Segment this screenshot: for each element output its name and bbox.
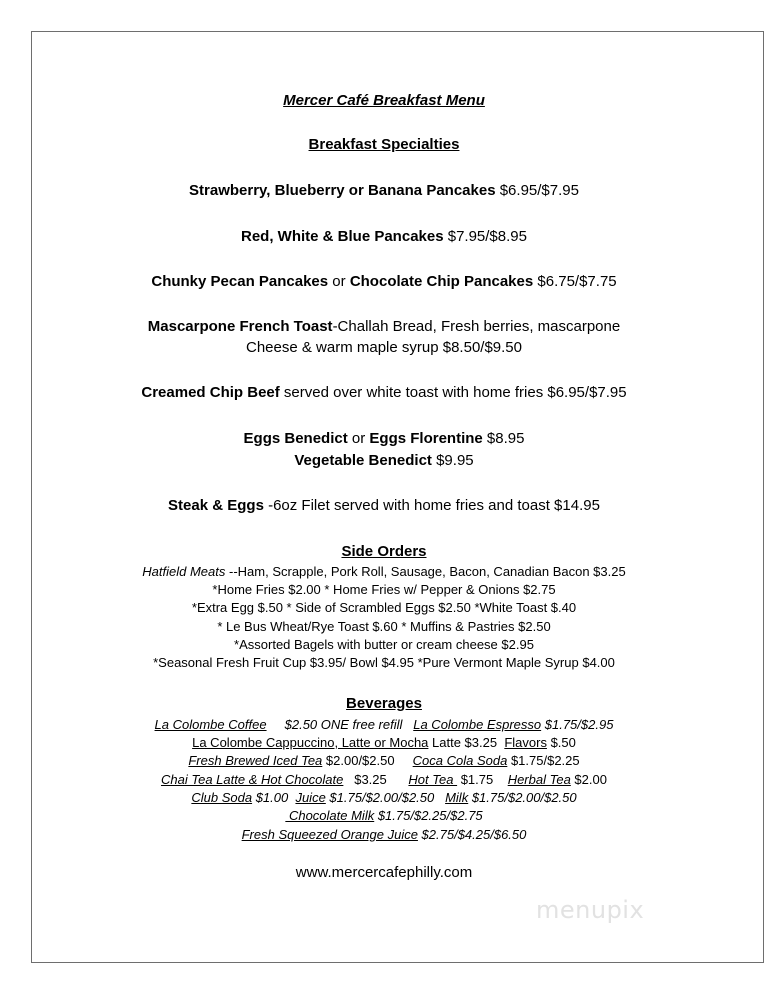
beverage-name: Milk xyxy=(445,790,469,805)
beverage-price: $2.50 ONE free refill xyxy=(266,717,414,732)
side-line: *Seasonal Fresh Fruit Cup $3.95/ Bowl $4.95 *Pure Vermont Maple Syrup $4.00 xyxy=(153,655,615,670)
beverage-price: $1.75/$2.25/$2.75 xyxy=(374,808,483,823)
item-steak-eggs xyxy=(0,497,768,514)
item-french-toast-desc: Cheese & warm maple syrup $8.50/$9.50 xyxy=(246,339,522,356)
beverage-name: Coca Cola Soda xyxy=(412,753,508,768)
item-price: $8.95 xyxy=(482,430,525,447)
beverage-name: Hot Tea xyxy=(408,772,458,787)
beverage-name: Herbal Tea xyxy=(507,772,571,787)
item-desc: served over white toast with home fries $6.95/$7.95 xyxy=(279,384,627,401)
beverage-line xyxy=(0,827,768,842)
item-name: Eggs Florentine xyxy=(369,430,483,447)
menu-title: Mercer Café Breakfast Menu xyxy=(283,92,485,109)
item-or: or xyxy=(328,273,350,290)
side-line: *Assorted Bagels with butter or cream cheese $2.95 xyxy=(234,637,534,652)
beverage-price: $1.75/$2.95 xyxy=(541,717,614,732)
item-eggs-benedict xyxy=(0,430,768,447)
item-name: Eggs Benedict xyxy=(243,430,348,447)
beverage-price: $1.75 xyxy=(457,772,508,787)
side-line: *Extra Egg $.50 * Side of Scrambled Eggs $2.50 *White Toast $.40 xyxy=(191,600,577,615)
item-name: Chunky Pecan Pancakes xyxy=(151,273,329,290)
side-meats xyxy=(0,564,768,579)
beverage-name: La Colombe Coffee xyxy=(154,717,267,732)
item-name: Vegetable Benedict xyxy=(294,452,432,469)
item-name: Mascarpone French Toast xyxy=(147,318,333,335)
item-name: Creamed Chip Beef xyxy=(141,384,280,401)
item-price: $7.95/$8.95 xyxy=(443,228,527,245)
beverage-name: Fresh Brewed Iced Tea xyxy=(188,753,323,768)
beverage-name: Flavors xyxy=(504,735,547,750)
beverage-line xyxy=(0,808,768,823)
beverage-line xyxy=(0,735,768,750)
beverage-price: $2.75/$4.25/$6.50 xyxy=(417,827,527,842)
beverage-line xyxy=(0,790,768,805)
side-line: *Home Fries $2.00 * Home Fries w/ Pepper & Onions $2.75 xyxy=(212,582,556,597)
item-price: $9.95 xyxy=(431,452,474,469)
item-or: or xyxy=(347,430,370,447)
beverage-price: $.50 xyxy=(546,735,576,750)
beverage-name: La Colombe Espresso xyxy=(413,717,542,732)
beverage-name: Chai Tea Latte & Hot Chocolate xyxy=(161,772,344,787)
item-chip-beef xyxy=(0,384,768,401)
item-name: Steak & Eggs xyxy=(168,497,264,514)
specialties-heading: Breakfast Specialties xyxy=(308,136,460,153)
item-fruit-pancakes xyxy=(0,182,768,199)
beverage-name: La Colombe Cappuccino, Latte or Mocha xyxy=(192,735,429,750)
beverage-price: Latte $3.25 xyxy=(428,735,505,750)
beverage-name: Juice xyxy=(295,790,326,805)
item-pecan-pancakes xyxy=(0,273,768,290)
item-name: Chocolate Chip Pancakes xyxy=(349,273,534,290)
beverage-price: $1.75/$2.25 xyxy=(507,753,580,768)
beverage-name: Chocolate Milk xyxy=(285,808,375,823)
item-french-toast xyxy=(0,318,768,335)
beverage-price: $1.75/$2.00/$2.50 xyxy=(325,790,446,805)
item-price: $6.95/$7.95 xyxy=(495,182,579,199)
beverage-price: $3.25 xyxy=(343,772,409,787)
side-orders-heading: Side Orders xyxy=(341,543,427,560)
item-rwb-pancakes xyxy=(0,228,768,245)
beverage-price: $1.75/$2.00/$2.50 xyxy=(468,790,577,805)
beverage-price: $2.00 xyxy=(570,772,607,787)
item-desc: -6oz Filet served with home fries and toast $14.95 xyxy=(263,497,600,514)
beverages-heading: Beverages xyxy=(346,695,422,712)
side-meats-label: Hatfield Meats xyxy=(142,564,226,579)
item-name: Strawberry, Blueberry or Banana Pancakes xyxy=(189,182,496,199)
item-vegetable-benedict xyxy=(0,452,768,469)
beverage-price: $1.00 xyxy=(252,790,296,805)
beverage-name: Fresh Squeezed Orange Juice xyxy=(241,827,418,842)
side-meats-desc: --Ham, Scrapple, Pork Roll, Sausage, Bacon, Canadian Bacon $3.25 xyxy=(225,564,626,579)
item-desc: -Challah Bread, Fresh berries, mascarpone xyxy=(332,318,621,335)
beverage-line xyxy=(0,772,768,787)
beverage-name: Club Soda xyxy=(191,790,253,805)
item-price: $6.75/$7.75 xyxy=(533,273,617,290)
side-line: * Le Bus Wheat/Rye Toast $.60 * Muffins & Pastries $2.50 xyxy=(217,619,551,634)
beverage-line xyxy=(0,717,768,732)
beverage-line xyxy=(0,753,768,768)
menupix-watermark: menupix xyxy=(536,896,645,924)
item-name: Red, White & Blue Pancakes xyxy=(241,228,444,245)
website-link[interactable]: www.mercercafephilly.com xyxy=(295,864,473,881)
beverage-price: $2.00/$2.50 xyxy=(322,753,413,768)
